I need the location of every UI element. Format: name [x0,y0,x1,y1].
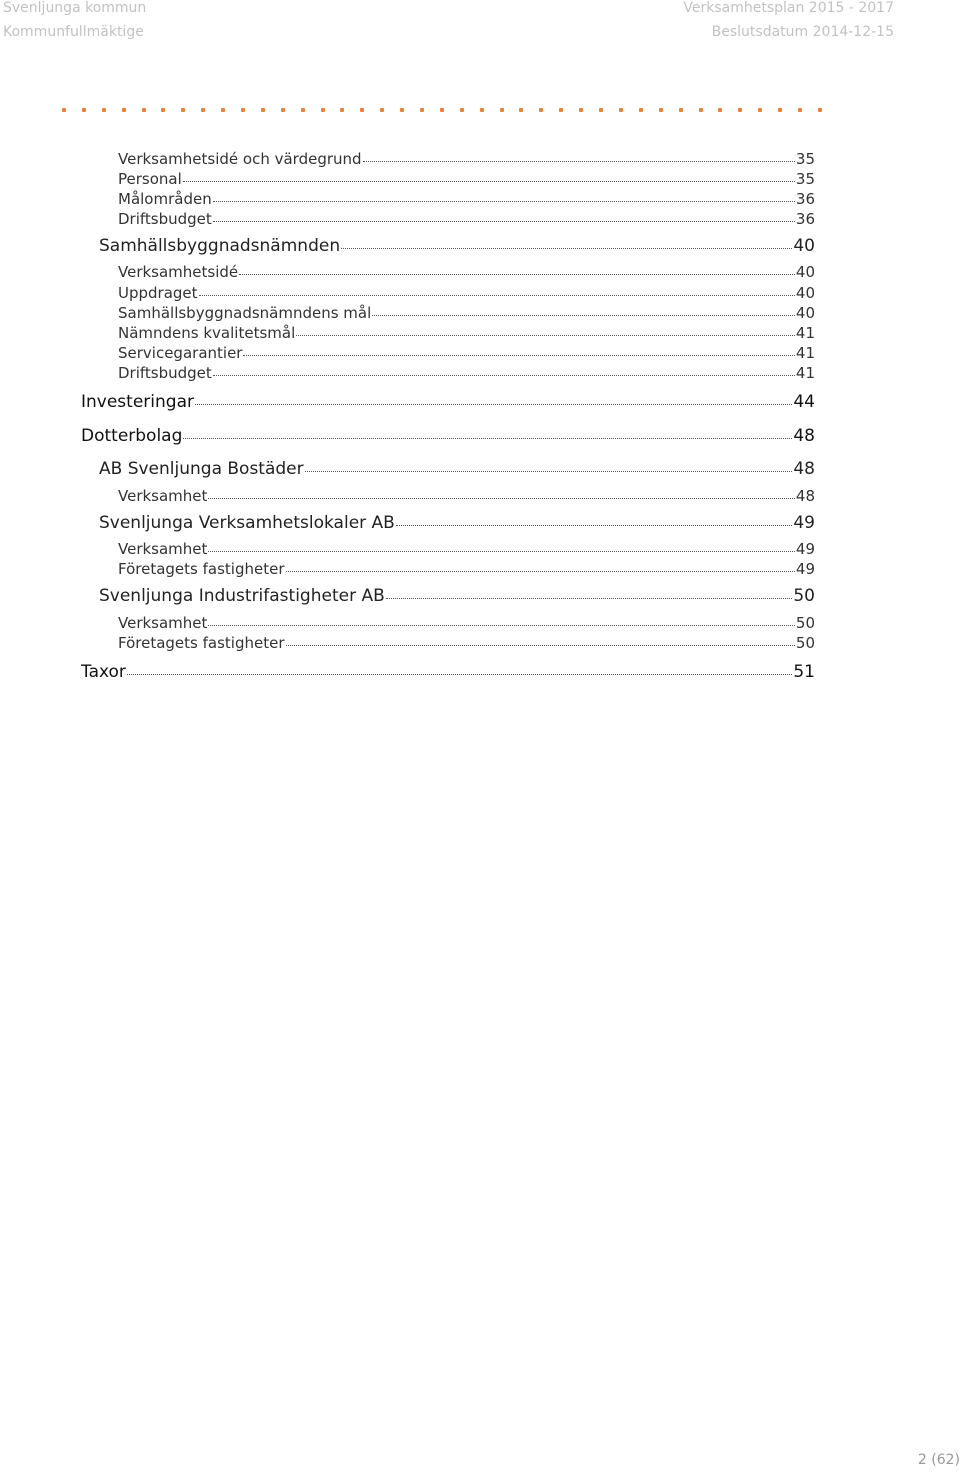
toc-entry-title: Samhällsbyggnadsnämndens mål [118,304,372,322]
toc-entry-page: 48 [793,459,815,479]
divider-dot [281,108,285,112]
toc-entry-title: Företagets fastigheter [118,634,285,652]
divider-dot [380,108,384,112]
toc-leader-dots [195,404,792,405]
toc-entry[interactable] [81,662,815,682]
toc-leader-dots [239,274,795,275]
toc-entry-page: 49 [795,560,815,578]
toc-entry[interactable] [118,304,815,322]
toc-leader-dots [208,625,794,626]
toc-entry-page: 48 [795,487,815,505]
toc-entry-page: 50 [793,586,815,606]
toc-leader-dots [213,375,795,376]
toc-entry-page: 50 [795,634,815,652]
toc-entry-title: Taxor [81,662,126,682]
toc-leader-dots [127,674,792,675]
toc-entry-title: Uppdraget [118,284,198,302]
header-decision-date: Beslutsdatum 2014-12-15 [711,24,894,40]
toc-entry-page: 41 [795,324,815,342]
toc-entry-page: 35 [795,150,815,168]
toc-entry-title: Målområden [118,190,212,208]
toc-entry[interactable] [118,284,815,302]
toc-leader-dots [305,471,793,472]
toc-entry[interactable] [118,263,815,281]
divider-dot [161,108,165,112]
header-council: Kommunfullmäktige [3,24,144,40]
toc-entry[interactable] [81,392,815,412]
divider-dot [241,108,245,112]
toc-entry-title: Servicegarantier [118,344,243,362]
toc-entry[interactable] [81,426,815,446]
divider-dot [579,108,583,112]
toc-entry[interactable] [118,487,815,505]
toc-entry-page: 44 [793,392,815,412]
toc-entry-title: Dotterbolag [81,426,183,446]
toc-leader-dots [286,645,795,646]
toc-entry-title: Nämndens kvalitetsmål [118,324,296,342]
toc-leader-dots [363,161,795,162]
toc-leader-dots [183,181,795,182]
toc-entry-title: Samhällsbyggnadsnämnden [99,236,341,256]
divider-dot [201,108,205,112]
toc-entry[interactable] [118,324,815,342]
toc-entry-page: 40 [795,304,815,322]
toc-entry-title: Verksamhet [118,487,208,505]
toc-entry-title: Verksamhetsidé och värdegrund [118,150,362,168]
toc-entry[interactable] [118,560,815,578]
divider-dot [559,108,563,112]
toc-entry-page: 40 [793,236,815,256]
toc-leader-dots [296,335,795,336]
divider-dot [758,108,762,112]
toc-entry-page: 48 [793,426,815,446]
divider-dot [659,108,663,112]
toc-entry-title: Svenljunga Verksamhetslokaler AB [99,513,395,533]
page-number: 2 (62) [917,1452,960,1468]
toc-entry-title: Företagets fastigheter [118,560,285,578]
toc-entry-title: Verksamhetsidé [118,263,239,281]
toc-leader-dots [213,221,795,222]
toc-entry-title: Driftsbudget [118,364,212,382]
divider-dot [440,108,444,112]
divider-dot [460,108,464,112]
toc-entry-title: Verksamhet [118,614,208,632]
toc-leader-dots [199,295,795,296]
toc-entry-title: AB Svenljunga Bostäder [99,459,304,479]
toc-entry-title: Verksamhet [118,540,208,558]
toc-entry[interactable] [118,170,815,188]
toc-entry-page: 41 [795,364,815,382]
divider-dot [261,108,265,112]
divider-dot [718,108,722,112]
divider-dot [519,108,523,112]
toc-entry[interactable] [118,364,815,382]
toc-entry[interactable] [99,459,815,479]
toc-entry[interactable] [118,190,815,208]
divider-dot [340,108,344,112]
divider-dot [122,108,126,112]
toc-entry[interactable] [118,210,815,228]
toc-entry-page: 49 [793,513,815,533]
divider-dot [539,108,543,112]
toc-entry-page: 35 [795,170,815,188]
divider-dot [619,108,623,112]
toc-leader-dots [372,315,795,316]
toc-entry-page: 36 [795,190,815,208]
toc-leader-dots [208,551,794,552]
toc-entry-page: 40 [795,263,815,281]
toc-entry-page: 51 [793,662,815,682]
toc-entry-page: 50 [795,614,815,632]
divider-dot [639,108,643,112]
toc-leader-dots [341,248,792,249]
header-document-title: Verksamhetsplan 2015 - 2017 [683,0,894,16]
divider-dot [181,108,185,112]
toc-entry[interactable] [118,540,815,558]
divider-dot [679,108,683,112]
divider-dot [360,108,364,112]
divider-dot [301,108,305,112]
divider-dot [62,108,66,112]
toc-leader-dots [183,438,792,439]
toc-leader-dots [208,498,794,499]
divider-dot [102,108,106,112]
toc-entry-page: 36 [795,210,815,228]
toc-entry-title: Svenljunga Industrifastigheter AB [99,586,385,606]
toc-entry-title: Personal [118,170,182,188]
decorative-dot-divider [62,100,822,120]
divider-dot [500,108,504,112]
toc-entry[interactable] [118,150,815,168]
divider-dot [142,108,146,112]
toc-entry-title: Driftsbudget [118,210,212,228]
toc-entry[interactable] [118,344,815,362]
divider-dot [82,108,86,112]
toc-entry[interactable] [99,513,815,533]
divider-dot [420,108,424,112]
divider-dot [400,108,404,112]
divider-dot [778,108,782,112]
toc-leader-dots [286,571,795,572]
divider-dot [321,108,325,112]
toc-entry-page: 41 [795,344,815,362]
divider-dot [480,108,484,112]
toc-entry-page: 40 [795,284,815,302]
toc-entry[interactable] [118,614,815,632]
toc-leader-dots [386,598,793,599]
toc-leader-dots [213,201,795,202]
divider-dot [699,108,703,112]
toc-entry-title: Investeringar [81,392,194,412]
divider-dot [818,108,822,112]
toc-leader-dots [243,355,794,356]
divider-dot [221,108,225,112]
toc-entry[interactable] [99,586,815,606]
divider-dot [738,108,742,112]
divider-dot [599,108,603,112]
toc-entry[interactable] [118,634,815,652]
toc-leader-dots [396,525,793,526]
header-organization: Svenljunga kommun [3,0,147,16]
toc-entry-page: 49 [795,540,815,558]
divider-dot [798,108,802,112]
toc-entry[interactable] [99,236,815,256]
